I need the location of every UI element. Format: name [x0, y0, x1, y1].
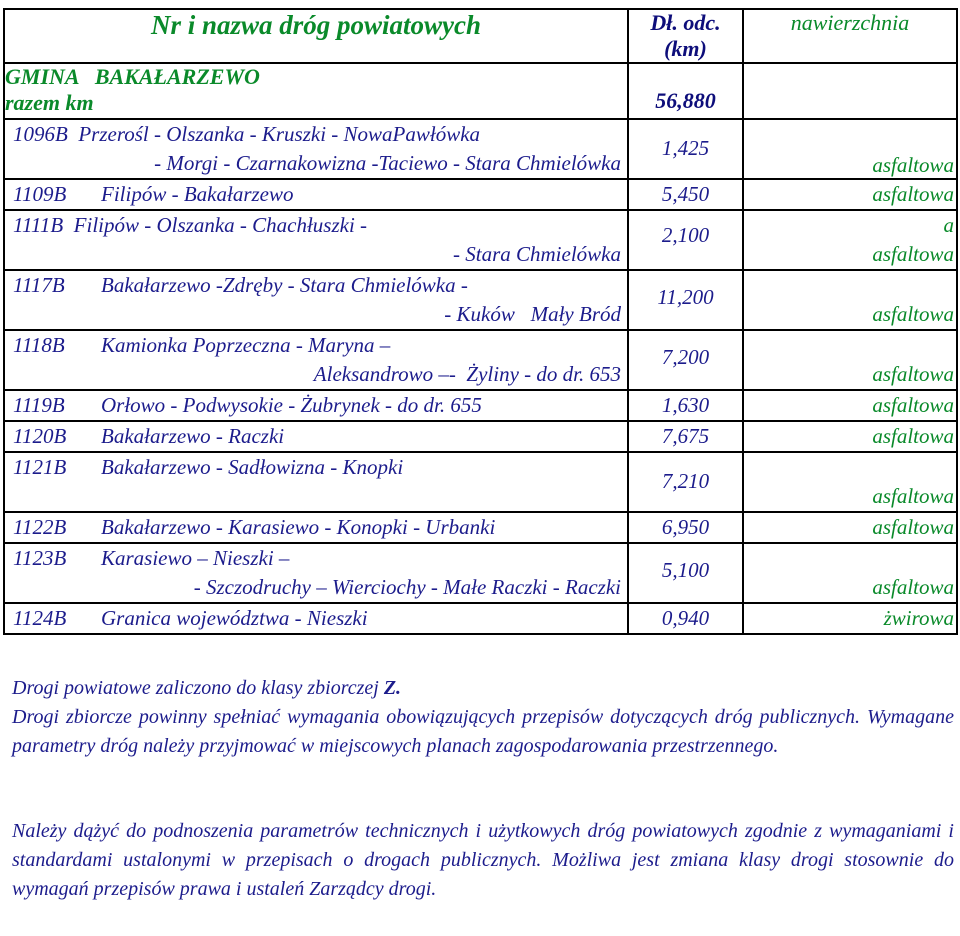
- gmina-cell: [4, 63, 628, 119]
- header-length-label: Dł. odc.: [650, 10, 721, 35]
- road-length: 1,630: [628, 390, 743, 421]
- road-name: [4, 330, 628, 390]
- table-row: [4, 210, 957, 270]
- road-name-text: Bakałarzewo - Raczki: [101, 424, 285, 448]
- road-name-text: Bakałarzewo - Sadłowizna - Knopki: [101, 455, 404, 479]
- note-parameters: Należy dążyć do podnoszenia parametrów technicznych i użytkowych dróg powiatowych zgodnie z wymaganiami i standardami ustalonymi w przepisach o drogach publicznych. Możliwa jest zmiana klasy drogi stosownie do wymagań przepisów prawa i ustaleń Zarządcy drogi.: [12, 820, 954, 900]
- road-name-line1: [13, 271, 627, 300]
- gmina-row: [4, 63, 957, 119]
- road-name: [4, 543, 628, 603]
- table-row: [4, 119, 957, 179]
- road-surface: [743, 270, 957, 330]
- road-code: 1109B: [13, 182, 67, 206]
- roads-table: [3, 8, 958, 635]
- road-name-text: Filipów - Bakałarzewo: [101, 182, 294, 206]
- road-code: 1119B: [13, 393, 65, 417]
- road-code: 1124B: [13, 606, 67, 630]
- road-name-text: Kamionka Poprzeczna - Maryna –: [101, 333, 391, 357]
- road-name-line1: [13, 453, 627, 482]
- road-name: [4, 270, 628, 330]
- road-name: [4, 179, 628, 210]
- road-name-line2: - Morgi - Czarnakowizna -Taciewo - Stara Chmielówka: [154, 151, 621, 175]
- header-surface: nawierzchnia: [743, 9, 957, 63]
- road-name: [4, 421, 628, 452]
- road-surface: [743, 452, 957, 512]
- table-header-row: [4, 9, 957, 63]
- road-surface-top: a: [943, 213, 954, 237]
- road-code: 1122B: [13, 515, 67, 539]
- road-name-line2: - Stara Chmielówka: [453, 242, 621, 266]
- road-length: 5,100: [628, 543, 743, 603]
- road-name-text: Granica województwa - Nieszki: [101, 606, 368, 630]
- road-surface: [743, 119, 957, 179]
- road-surface: [743, 210, 957, 270]
- note-class-text: Drogi powiatowe zaliczono do klasy zbiorczej: [12, 677, 384, 699]
- gmina-name: GMINA BAKAŁARZEWO: [5, 64, 260, 89]
- road-surface: asfaltowa: [743, 390, 957, 421]
- road-surface: [743, 330, 957, 390]
- road-name-text: Orłowo - Podwysokie - Żubrynek - do dr. 655: [101, 393, 482, 417]
- road-length: 1,425: [628, 119, 743, 179]
- gmina-total-value: 56,880: [628, 63, 743, 119]
- table-row: [4, 179, 957, 210]
- header-title: Nr i nazwa dróg powiatowych: [4, 9, 628, 63]
- table-row: [4, 330, 957, 390]
- road-surface-value: asfaltowa: [872, 484, 954, 508]
- road-name-line1: 1096B Przerośl - Olszanka - Kruszki - NowaPawłówka: [13, 122, 481, 146]
- note-class-value: Z.: [383, 677, 402, 699]
- road-length: 6,950: [628, 512, 743, 543]
- road-length: 5,450: [628, 179, 743, 210]
- road-length: 7,210: [628, 452, 743, 512]
- road-name-line2: Aleksandrowo –- Żyliny - do dr. 653: [313, 362, 621, 386]
- road-code: 1121B: [13, 455, 67, 479]
- road-length: 0,940: [628, 603, 743, 634]
- road-length: 11,200: [628, 270, 743, 330]
- road-name-line2: - Kuków Mały Bród: [444, 302, 621, 326]
- road-name-text: Karasiewo – Nieszki –: [101, 546, 290, 570]
- road-surface-value: asfaltowa: [872, 302, 954, 326]
- table-row: [4, 270, 957, 330]
- road-name: [4, 210, 628, 270]
- road-name: [4, 603, 628, 634]
- road-name-line2: - Szczodruchy – Wierciochy - Małe Raczki - Raczki: [193, 575, 621, 599]
- gmina-total-label: razem km: [5, 90, 94, 115]
- table-row: [4, 452, 957, 512]
- road-surface: żwirowa: [743, 603, 957, 634]
- road-length: 7,200: [628, 330, 743, 390]
- table-row: [4, 390, 957, 421]
- header-length-unit: (km): [664, 36, 707, 61]
- header-length: [628, 9, 743, 63]
- road-name-line1: 1111B Filipów - Olszanka - Chachłuszki -: [13, 213, 368, 237]
- table-row: [4, 512, 957, 543]
- road-name-line1: [13, 544, 627, 573]
- table-row: [4, 421, 957, 452]
- road-code: 1118B: [13, 333, 65, 357]
- road-surface-value: asfaltowa: [872, 153, 954, 177]
- road-name: [4, 390, 628, 421]
- road-name: [4, 119, 628, 179]
- note-requirements: Drogi zbiorcze powinny spełniać wymagania obowiązujących przepisów dotyczących dróg publicznych. Wymagane parametry dróg należy przyjmować w miejscowych planach zagospodarowania przestrzennego.: [12, 706, 954, 757]
- road-surface-value: asfaltowa: [872, 575, 954, 599]
- road-surface: asfaltowa: [743, 512, 957, 543]
- road-code: 1123B: [13, 546, 67, 570]
- road-length: 7,675: [628, 421, 743, 452]
- road-surface: asfaltowa: [743, 179, 957, 210]
- road-code: 1120B: [13, 424, 67, 448]
- road-name-text: Bakałarzewo - Karasiewo - Konopki - Urbanki: [101, 515, 496, 539]
- gmina-surface-empty: [743, 63, 957, 119]
- table-row: [4, 543, 957, 603]
- road-name: [4, 452, 628, 512]
- table-row: [4, 603, 957, 634]
- road-name: [4, 512, 628, 543]
- road-name-text: Bakałarzewo -Zdręby - Stara Chmielówka -: [101, 273, 468, 297]
- road-surface: asfaltowa: [743, 421, 957, 452]
- road-surface: [743, 543, 957, 603]
- road-length: 2,100: [628, 210, 743, 270]
- road-surface-value: asfaltowa: [872, 362, 954, 386]
- note-class: [12, 674, 954, 703]
- road-surface-value: asfaltowa: [872, 242, 954, 266]
- road-name-line1: [13, 331, 627, 360]
- road-code: 1117B: [13, 273, 65, 297]
